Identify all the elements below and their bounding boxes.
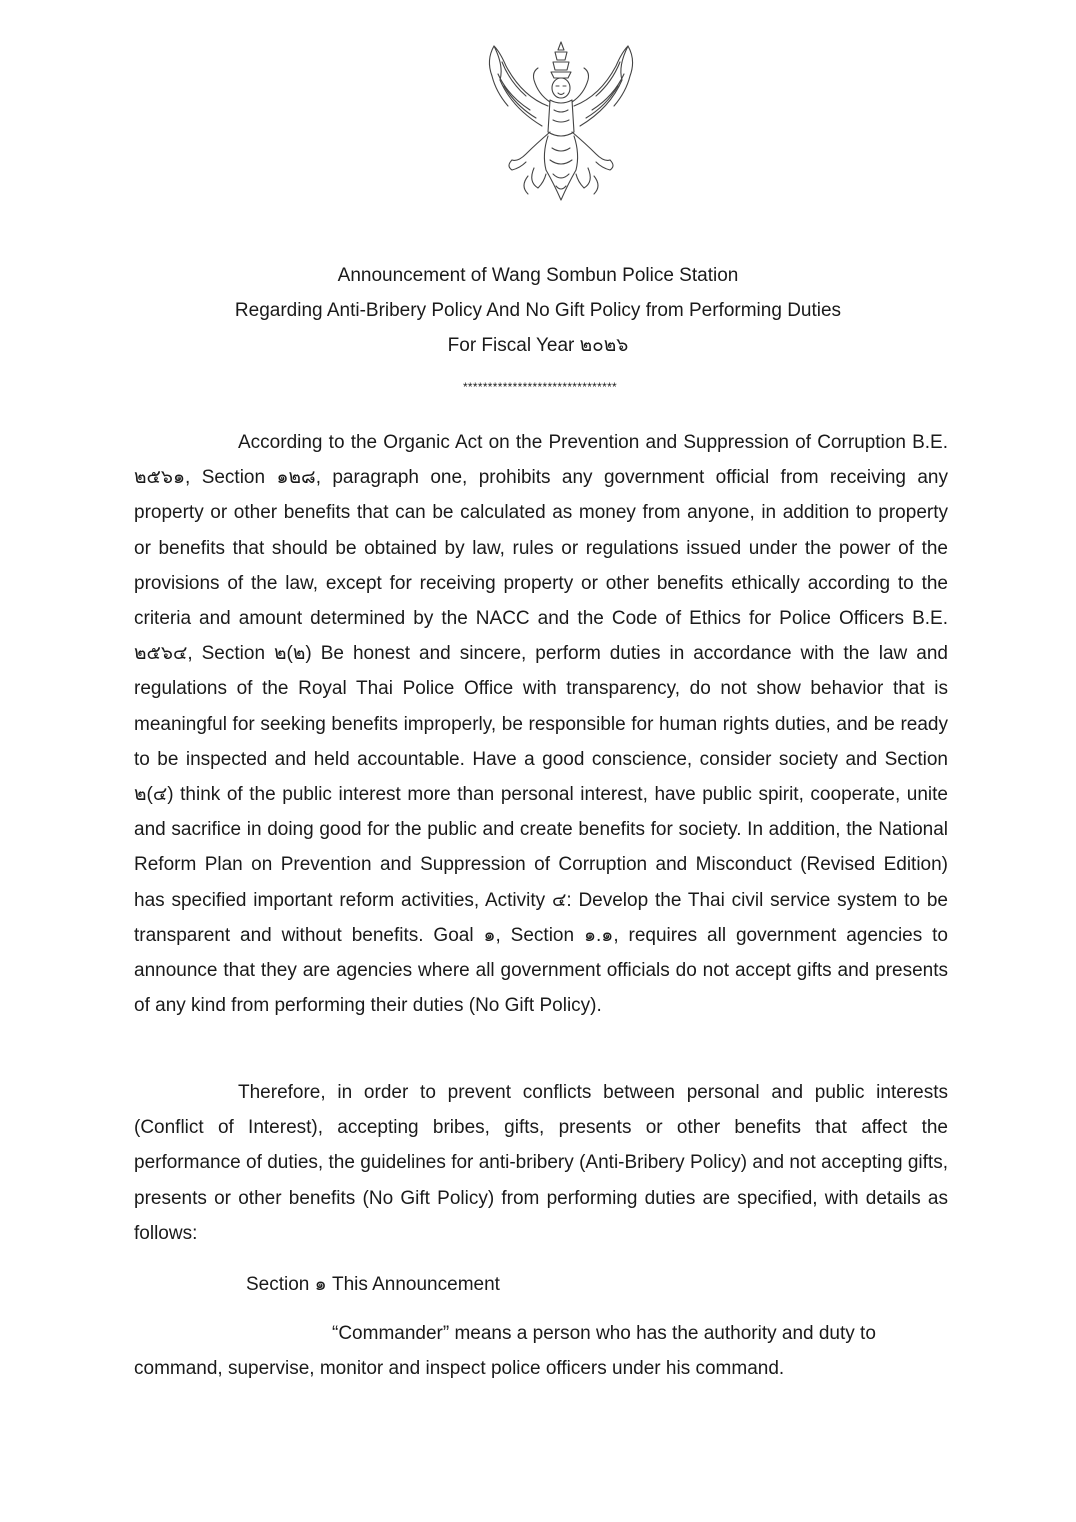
title-separator: ******************************* (462, 380, 618, 394)
commander-definition: “Commander” means a person who has the authority and duty to command, supervise, monitor and inspect police officers under his command. (134, 1323, 876, 1380)
paragraph-legal-basis: According to the Organic Act on the Prevention and Suppression of Corruption B.E. ๒๕๖๑, Section ๑๒๘, paragraph one, prohibits any government official from receiving any property or other benefits that can be calculated as money from anyone, in addition to property or benefits that should be obtained by law, rules or regulations issued under the power of the provisions of the law, except for receiving property or other benefits ethically according to the criteria and amount determined by the NACC and the Code of Ethics for Police Officers B.E. ๒๕๖๔, Section ๒(๒) Be honest and sincere, perform duties in accordance with the law and regulations of the Royal Thai Police Office with transparency, do not show behavior that is meaningful for seeking benefits improperly, be responsible for human rights duties, and be ready to be inspected and held accountable. Have a good conscience, consider society and Section ๒(๔) think of the public interest more than personal interest, have public spirit, cooperate, unite and sacrifice in doing good for the public and create benefits for society. In addition, the National Reform Plan on Prevention and Suppression of Corruption and Misconduct (Revised Edition) has specified important reform activities, Activity ๔: Develop the Thai civil service system to be transparent and without benefits. Goal ๑, Section ๑.๑, requires all government agencies to announce that they are agencies where all government officials do not accept gifts and presents of any kind from performing their duties (No Gift Policy). (134, 432, 948, 1017)
title-line-1: Announcement of Wang Sombun Police Station (337, 265, 739, 286)
garuda-emblem-icon (482, 36, 640, 206)
title-line-2: Regarding Anti-Bribery Policy And No Gift Policy from Performing Duties (234, 300, 842, 321)
title-line-3: For Fiscal Year ๒๐๒๖ (447, 335, 629, 356)
announcement-title (0, 258, 1076, 363)
section-heading: Section ๑ This Announcement (246, 1274, 500, 1295)
paragraph-guidelines: Therefore, in order to prevent conflicts between personal and public interests (Conflict of Interest), accepting bribes, gifts, presents or other benefits that affect the performance of duties, the guidelines for anti-bribery (Anti-Bribery Policy) and not accepting gifts, presents or other benefits (No Gift Policy) from performing duties are specified, with details as follows: (134, 1082, 948, 1244)
